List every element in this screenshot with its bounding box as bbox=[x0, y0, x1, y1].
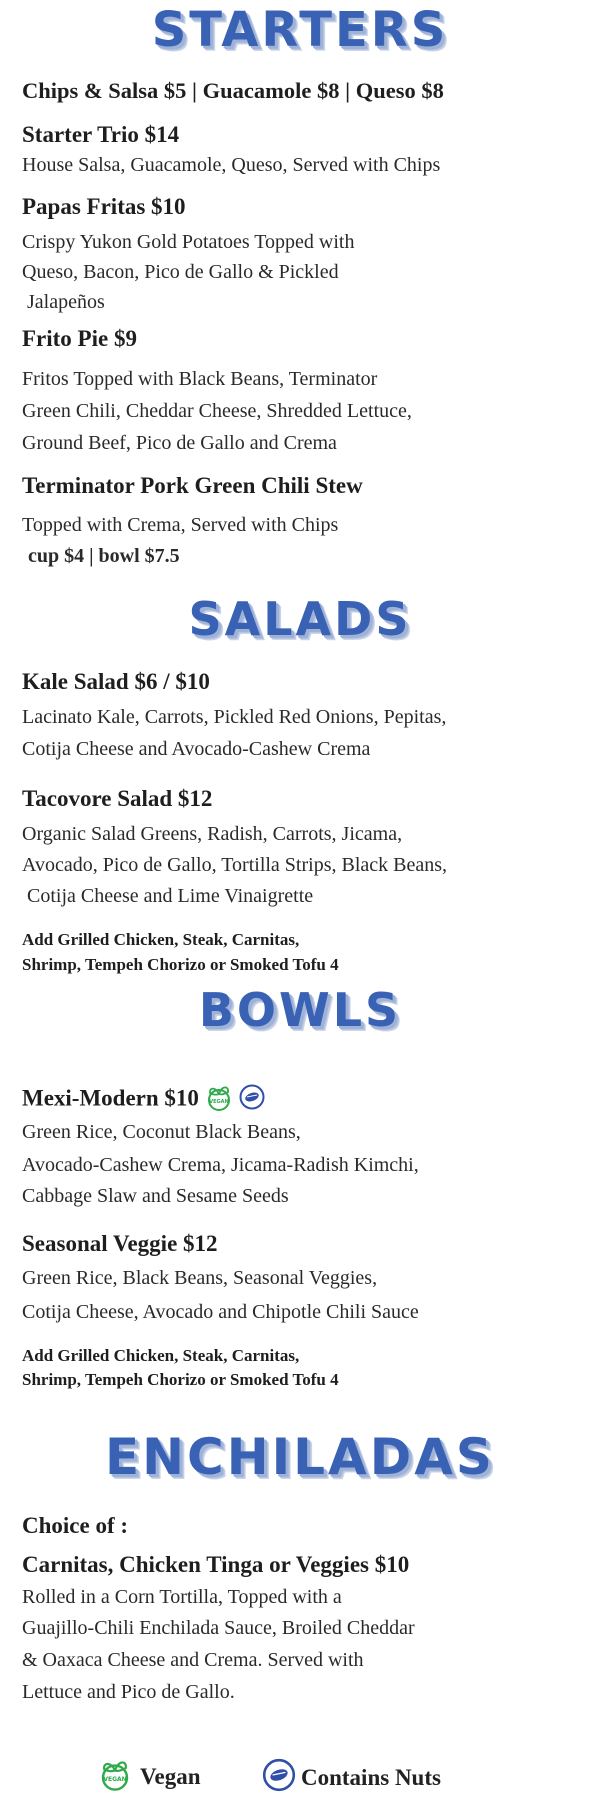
addon-note: Add Grilled Chicken, Steak, Carnitas, bbox=[22, 1346, 300, 1365]
item-desc: Ground Beef, Pico de Gallo and Crema bbox=[22, 432, 337, 454]
item-title: Mexi-Modern $10 bbox=[22, 1085, 199, 1111]
starters-heading: STARTERS bbox=[151, 2, 449, 58]
legend-nuts bbox=[261, 1757, 441, 1798]
item-title: Starter Trio $14 bbox=[22, 122, 180, 147]
item-desc: Fritos Topped with Black Beans, Terminator bbox=[22, 368, 378, 390]
bowls-heading: BOWLS bbox=[198, 983, 402, 1037]
contains-nuts-icon bbox=[261, 1757, 297, 1798]
vegan-badge-text: VEGAN bbox=[103, 1776, 127, 1784]
legend-vegan-label: Vegan bbox=[140, 1763, 201, 1789]
legend-nuts-label: Contains Nuts bbox=[301, 1764, 441, 1790]
item-desc: Cotija Cheese and Lime Vinaigrette bbox=[27, 885, 314, 907]
item-desc: Topped with Crema, Served with Chips bbox=[22, 514, 339, 536]
item-desc: & Oaxaca Cheese and Crema. Served with bbox=[22, 1649, 364, 1671]
item-desc: Cotija Cheese, Avocado and Chipotle Chili Sauce bbox=[22, 1301, 419, 1323]
item-title: Terminator Pork Green Chili Stew bbox=[22, 473, 363, 498]
item-desc: Queso, Bacon, Pico de Gallo & Pickled bbox=[22, 261, 339, 283]
vegan-icon bbox=[98, 1756, 132, 1797]
addon-note: Shrimp, Tempeh Chorizo or Smoked Tofu 4 bbox=[22, 1370, 339, 1389]
item-title: Seasonal Veggie $12 bbox=[22, 1231, 218, 1256]
item-desc: Avocado, Pico de Gallo, Tortilla Strips, Black Beans, bbox=[22, 854, 448, 876]
item-desc: Organic Salad Greens, Radish, Carrots, Jicama, bbox=[22, 823, 403, 845]
item-desc: Rolled in a Corn Tortilla, Topped with a bbox=[22, 1586, 342, 1608]
choice-label: Choice of : bbox=[22, 1513, 129, 1538]
item-title: Carnitas, Chicken Tinga or Veggies $10 bbox=[22, 1552, 410, 1577]
item-title-row bbox=[22, 1082, 266, 1118]
vegan-icon bbox=[205, 1082, 233, 1118]
contains-nuts-icon bbox=[238, 1083, 266, 1117]
item-desc: Guajillo-Chili Enchilada Sauce, Broiled Cheddar bbox=[22, 1617, 415, 1639]
item-desc: Avocado-Cashew Crema, Jicama-Radish Kimchi, bbox=[22, 1154, 419, 1176]
item-desc: Cotija Cheese and Avocado-Cashew Crema bbox=[22, 738, 371, 760]
item-title: Tacovore Salad $12 bbox=[22, 786, 213, 811]
vegan-badge-text: VEGAN bbox=[208, 1099, 229, 1105]
item-title: Papas Fritas $10 bbox=[22, 194, 186, 219]
item-desc: Cabbage Slaw and Sesame Seeds bbox=[22, 1185, 289, 1207]
item-desc: Lettuce and Pico de Gallo. bbox=[22, 1681, 235, 1703]
enchiladas-heading: ENCHILADAS bbox=[105, 1428, 495, 1486]
item-desc: Green Rice, Black Beans, Seasonal Veggies, bbox=[22, 1267, 378, 1289]
item-desc: House Salsa, Guacamole, Queso, Served with Chips bbox=[22, 154, 441, 176]
item-desc: Green Chili, Cheddar Cheese, Shredded Lettuce, bbox=[22, 400, 412, 422]
item-desc: Green Rice, Coconut Black Beans, bbox=[22, 1121, 301, 1143]
addon-note: Add Grilled Chicken, Steak, Carnitas, bbox=[22, 930, 300, 949]
addon-note: Shrimp, Tempeh Chorizo or Smoked Tofu 4 bbox=[22, 955, 339, 974]
item-desc: Lacinato Kale, Carrots, Pickled Red Onions, Pepitas, bbox=[22, 706, 447, 728]
chips-combo-line: Chips & Salsa $5 | Guacamole $8 | Queso $8 bbox=[22, 78, 444, 103]
item-desc: Crispy Yukon Gold Potatoes Topped with bbox=[22, 231, 355, 253]
stew-sizes: cup $4 | bowl $7.5 bbox=[28, 545, 180, 567]
item-title: Frito Pie $9 bbox=[22, 326, 137, 351]
legend-vegan bbox=[98, 1756, 201, 1797]
item-title: Kale Salad $6 / $10 bbox=[22, 669, 210, 694]
salads-heading: SALADS bbox=[188, 592, 412, 646]
item-desc: Jalapeños bbox=[27, 291, 105, 313]
